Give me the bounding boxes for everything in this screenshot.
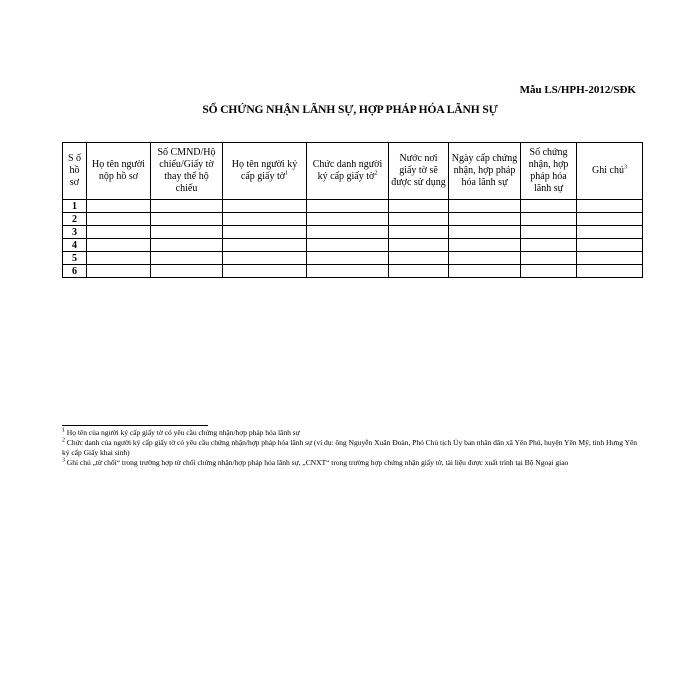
table-cell[interactable] [87,213,151,226]
table-cell[interactable] [521,252,577,265]
table-row [63,239,643,252]
table-cell[interactable] [151,265,223,278]
document-title: SỔ CHỨNG NHẬN LÃNH SỰ, HỢP PHÁP HÓA LÃNH SỰ [202,104,498,116]
table-cell[interactable] [223,252,307,265]
table-cell[interactable] [389,252,449,265]
table-cell[interactable] [577,200,643,213]
header-notes: Ghi chú$^3$ [577,143,643,200]
header-submitter-name: Họ tên người nộp hồ sơ [87,143,151,200]
table-row [63,252,643,265]
table-cell[interactable] [389,239,449,252]
table-cell[interactable] [87,200,151,213]
form-code: Mẫu LS/HPH-2012/SĐK [519,84,636,96]
table-cell[interactable] [151,213,223,226]
table-cell[interactable] [87,252,151,265]
header-certification-number: Số chứng nhận, hợp pháp hóa lãnh sự [521,143,577,200]
table-cell[interactable] [577,252,643,265]
table-cell[interactable] [577,213,643,226]
row-number: 6 [63,265,87,278]
table-cell[interactable] [389,200,449,213]
table-cell[interactable] [449,200,521,213]
table-cell[interactable] [449,265,521,278]
table-cell[interactable] [307,252,389,265]
table-cell[interactable] [577,226,643,239]
table-cell[interactable] [449,213,521,226]
table-cell[interactable] [449,239,521,252]
table-cell[interactable] [151,200,223,213]
row-number: 1 [63,200,87,213]
footnote-2: $^2$ Chức danh của người ký cấp giấy tờ có yêu cầu chứng nhận/hợp pháp hóa lãnh sự (ví dụ: ông Nguyễn Xuân Đoàn, Phó Chủ tịch Ủy ban nhân dân xã Yên Phú, huyện Yên Mỹ, tỉnh Hưng Yên ký cấp Giấy khai sinh) [62,437,638,457]
table-cell[interactable] [307,265,389,278]
table-cell[interactable] [223,239,307,252]
table-cell[interactable] [307,200,389,213]
table-cell[interactable] [521,200,577,213]
register-table [62,142,643,278]
header-id-number: Số CMND/Hộ chiếu/Giấy tờ thay thế hộ chiếu [151,143,223,200]
table-cell[interactable] [223,213,307,226]
table-row [63,213,643,226]
table-cell[interactable] [223,200,307,213]
table-cell[interactable] [577,265,643,278]
table-row [63,226,643,239]
table-cell[interactable] [151,226,223,239]
table-cell[interactable] [389,213,449,226]
table-cell[interactable] [307,213,389,226]
header-signer-title: Chức danh người ký cấp giấy tờ$^2$ [307,143,389,200]
table-cell[interactable] [307,239,389,252]
header-certification-date: Ngày cấp chứng nhận, hợp pháp hóa lãnh sự [449,143,521,200]
table-cell[interactable] [223,226,307,239]
table-cell[interactable] [521,213,577,226]
table-cell[interactable] [87,239,151,252]
row-number: 2 [63,213,87,226]
table-cell[interactable] [151,252,223,265]
table-row [63,200,643,213]
footnote-3: $^3$ Ghi chú „từ chối“ trong trường hợp từ chối chứng nhận/hợp pháp hóa lãnh sự, „CNXT“ trong trường hợp chứng nhận giấy tờ, tài liệu được xuất trình tại Bộ Ngoại giao [62,457,569,467]
row-number: 3 [63,226,87,239]
header-file-number: S ố hồ sơ [63,143,87,200]
header-signer-name: Họ tên người ký cấp giấy tờ$^1$ [223,143,307,200]
row-number: 4 [63,239,87,252]
table-cell[interactable] [389,265,449,278]
header-country-of-use: Nước nơi giấy tờ sẽ được sử dụng [389,143,449,200]
table-cell[interactable] [521,239,577,252]
table-cell[interactable] [223,265,307,278]
table-cell[interactable] [521,265,577,278]
table-cell[interactable] [307,226,389,239]
table-cell[interactable] [449,252,521,265]
table-cell[interactable] [151,239,223,252]
table-cell[interactable] [87,265,151,278]
footnote-1: $^1$ Họ tên của người ký cấp giấy tờ có yêu cầu chứng nhận/hợp pháp hóa lãnh sự [62,427,300,437]
footnote-divider [62,425,208,426]
table-cell[interactable] [87,226,151,239]
table-cell[interactable] [389,226,449,239]
footnotes [62,428,642,468]
row-number: 5 [63,252,87,265]
table-row [63,265,643,278]
table-cell[interactable] [449,226,521,239]
table-cell[interactable] [577,239,643,252]
header-row [63,143,643,200]
table-cell[interactable] [521,226,577,239]
